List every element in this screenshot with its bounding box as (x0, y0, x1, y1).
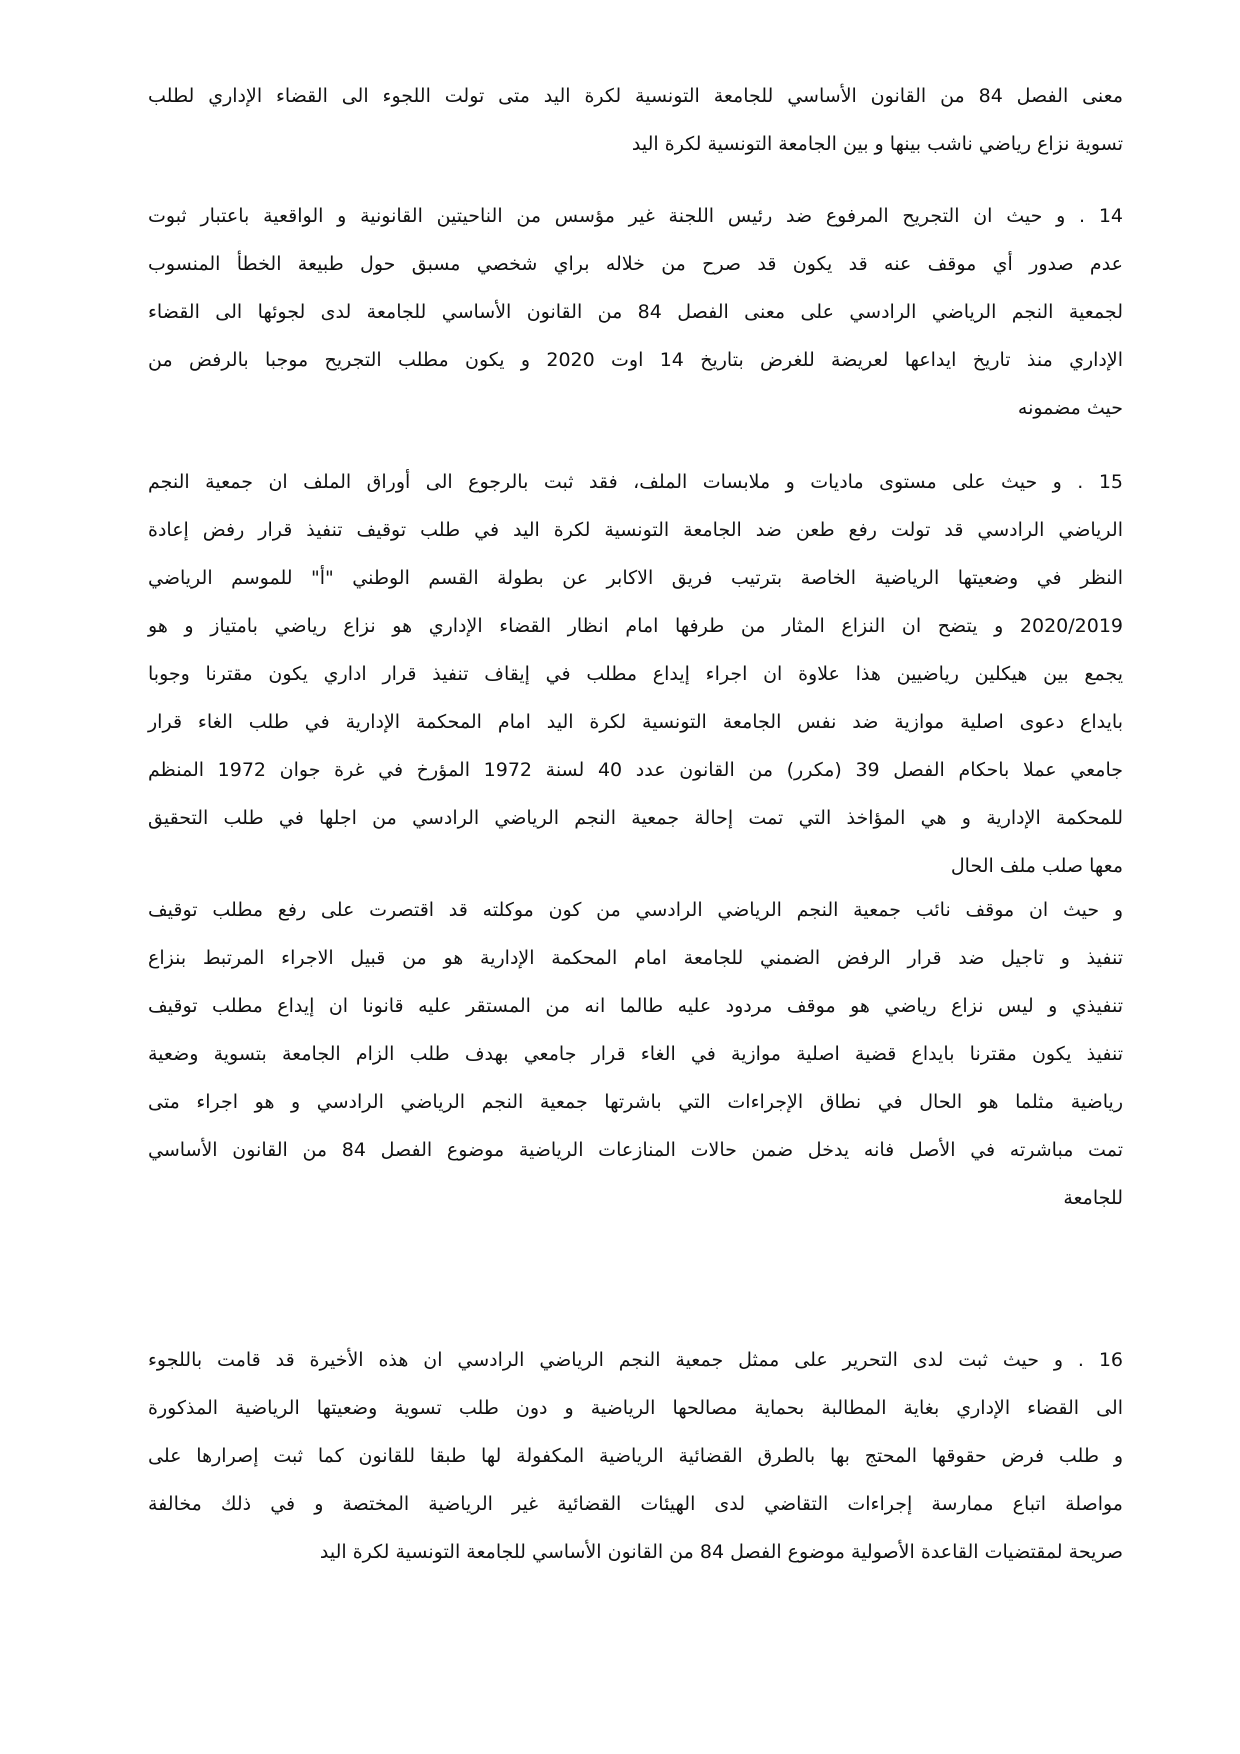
text-line: لجمعية النجم الرياضي الرادسي على معنى الفصل 84 من القانون الأساسي للجامعة لدى لجوئها الى القضاء (148, 301, 1123, 323)
text-line: تمت مباشرته في الأصل فانه يدخل ضمن حالات المنازعات الرياضية موضوع الفصل 84 من القانون الأساسي (148, 1139, 1123, 1161)
text-line: يجمع بين هيكلين رياضيين هذا علاوة ان اجراء إيداع مطلب في إيقاف تنفيذ قرار اداري يكون مقترنا وجوبا (148, 663, 1123, 685)
paragraph-15 (148, 458, 1123, 890)
text-line: الرياضي الرادسي قد تولت رفع طعن ضد الجامعة التونسية لكرة اليد في طلب توقيف تنفيذ قرار رفض إعادة (148, 519, 1123, 541)
text-line: عدم صدور أي موقف عنه قد يكون قد صرح من خلاله براي شخصي مسبق حول طبيعة الخطأ المنسوب (148, 253, 1123, 275)
text-line: صريحة لمقتضيات القاعدة الأصولية موضوع الفصل 84 من القانون الأساسي للجامعة التونسية لكرة اليد (319, 1541, 1123, 1563)
text-line: النظر في وضعيتها الرياضية الخاصة بترتيب فريق الاكابر عن بطولة القسم الوطني "أ" للموسم الرياضي (148, 567, 1123, 589)
text-line: جامعي عملا باحكام الفصل 39 (مكرر) من القانون عدد 40 لسنة 1972 المؤرخ في غرة جوان 1972 المنظم (148, 759, 1123, 781)
text-line: بايداع دعوى اصلية موازية ضد نفس الجامعة التونسية لكرة اليد امام المحكمة الإدارية في طلب الغاء قرار (148, 711, 1123, 733)
text-line: 15 . و حيث على مستوى ماديات و ملابسات الملف، فقد ثبت بالرجوع الى أوراق الملف ان جمعية النجم (148, 471, 1123, 493)
text-line: حيث مضمونه (1017, 397, 1123, 419)
paragraph-14 (148, 192, 1123, 432)
text-line: للمحكمة الإدارية و هي المؤاخذ التي تمت إحالة جمعية النجم الرياضي الرادسي من اجلها في طلب التحقيق (148, 807, 1123, 829)
text-line: تنفيذ يكون مقترنا بايداع قضية اصلية موازية في الغاء قرار جامعي بهدف طلب الزام الجامعة بتسوية وضعية (148, 1043, 1123, 1065)
text-line: تنفيذي و ليس نزاع رياضي هو موقف مردود عليه طالما انه من المستقر عليه قانونا ان إيداع مطلب توقيف (148, 995, 1123, 1017)
paragraph-unnumbered (148, 886, 1123, 1222)
text-line: الى القضاء الإداري بغاية المطالبة بحماية مصالحها الرياضية و دون طلب تسوية وضعيتها الرياضية المذكورة (148, 1397, 1123, 1419)
text-line: 14 . و حيث ان التجريح المرفوع ضد رئيس اللجنة غير مؤسس من الناحيتين القانونية و الواقعية باعتبار ثبوت (148, 205, 1123, 227)
text-line: تنفيذ و تاجيل ضد قرار الرفض الضمني للجامعة امام المحكمة الإدارية هو من قبيل الاجراء المرتبط بنزاع (148, 947, 1123, 969)
text-line: مواصلة اتباع ممارسة إجراءات التقاضي لدى الهيئات القضائية غير الرياضية المختصة و في ذلك مخالفة (148, 1493, 1123, 1515)
text-line: 16 . و حيث ثبت لدى التحرير على ممثل جمعية النجم الرياضي الرادسي ان هذه الأخيرة قد قامت باللجوء (148, 1349, 1123, 1371)
text-line: الإداري منذ تاريخ ايداعها لعريضة للغرض بتاريخ 14 اوت 2020 و يكون مطلب التجريح موجبا بالرفض من (148, 349, 1123, 371)
text-line: و حيث ان موقف نائب جمعية النجم الرياضي الرادسي من كون موكلته قد اقتصرت على رفع مطلب توقيف (148, 899, 1123, 921)
text-line: معها صلب ملف الحال (950, 855, 1123, 877)
text-line: رياضية مثلما هو الحال في نطاق الإجراءات التي باشرتها جمعية النجم الرياضي الرادسي و هو اجراء متى (148, 1091, 1123, 1113)
text-line: للجامعة (1063, 1187, 1123, 1209)
text-line: تسوية نزاع رياضي ناشب بينها و بين الجامعة التونسية لكرة اليد (631, 133, 1123, 155)
text-line: و طلب فرض حقوقها المحتج بها بالطرق القضائية الرياضية المكفولة لها طبقا للقانون كما ثبت إصرارها على (148, 1445, 1123, 1467)
text-line: معنى الفصل 84 من القانون الأساسي للجامعة التونسية لكرة اليد متى تولت اللجوء الى القضاء الإداري لطلب (148, 85, 1124, 107)
text-line: 2020/2019 و يتضح ان النزاع المثار من طرفها امام انظار القضاء الإداري هو نزاع رياضي بامتياز و هو (148, 615, 1123, 637)
paragraph-16 (148, 1336, 1123, 1576)
paragraph-continuation (148, 72, 1123, 168)
